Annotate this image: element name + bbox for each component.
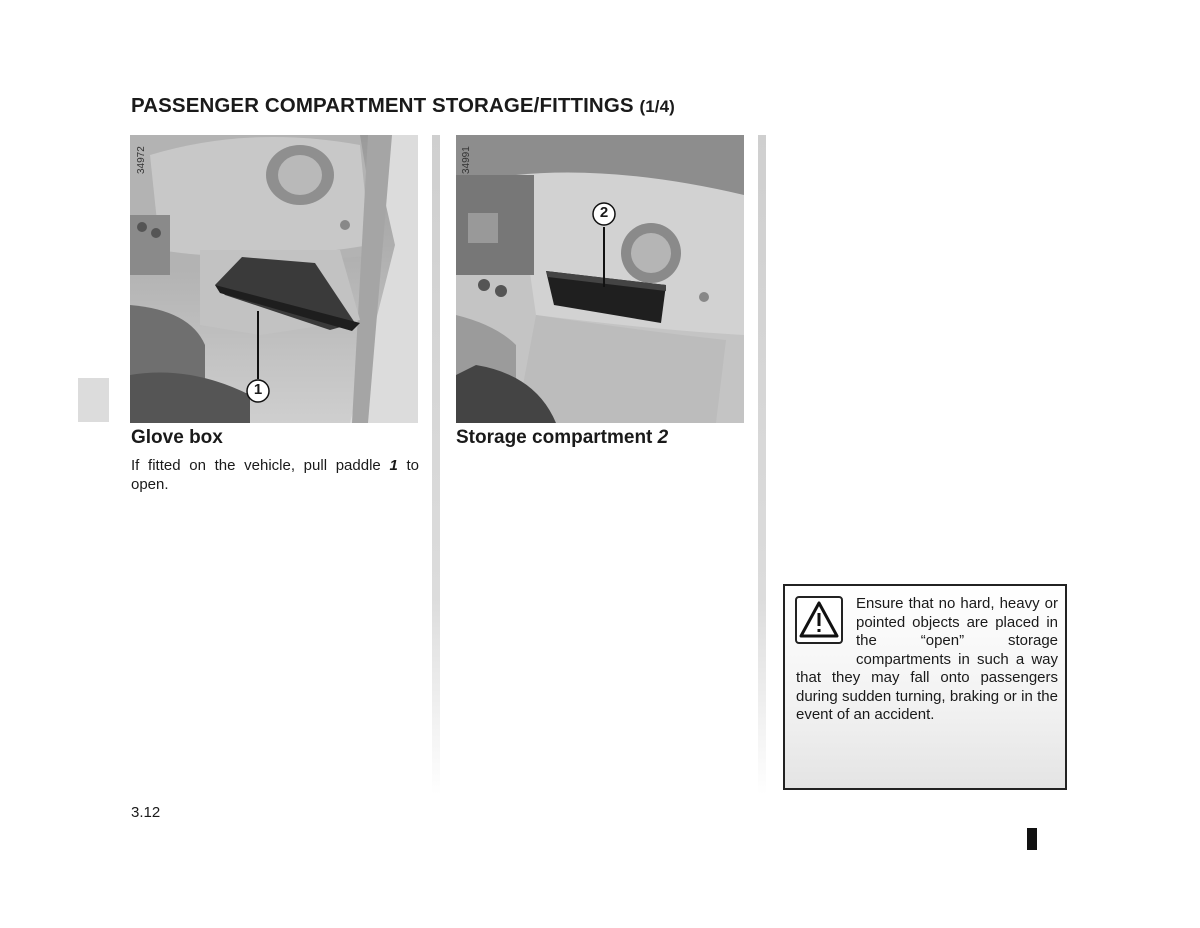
glove-box-heading: Glove box (131, 427, 223, 448)
photo-reference-number: 34991 (461, 146, 472, 174)
glove-box-illustration (130, 135, 418, 423)
page-part-indicator: (1/4) (639, 97, 675, 116)
callout-1: 1 (253, 381, 263, 398)
page-title (131, 94, 675, 118)
callout-2: 2 (599, 204, 609, 221)
glove-box-instructions: If fitted on the vehicle, pull paddle 1 to open. (131, 457, 419, 493)
warning-box (783, 584, 1067, 790)
page-edge-marker (1027, 828, 1037, 850)
warning-text: Ensure that no hard, heavy or pointed objects are placed in the “open” storage compartments in such a way that they may fall onto passengers during sudden turning, braking or in the event of an accident. (796, 595, 1058, 723)
page-number: 3.12 (131, 804, 161, 821)
column-divider-left (432, 135, 440, 795)
storage-compartment-illustration (456, 135, 744, 423)
column-divider-right (758, 135, 766, 795)
photo-reference-number: 34972 (136, 146, 147, 174)
chapter-tab (78, 378, 109, 422)
page-title-text: PASSENGER COMPARTMENT STORAGE/FITTINGS (131, 94, 634, 117)
storage-compartment-heading: Storage compartment 2 (456, 427, 669, 448)
